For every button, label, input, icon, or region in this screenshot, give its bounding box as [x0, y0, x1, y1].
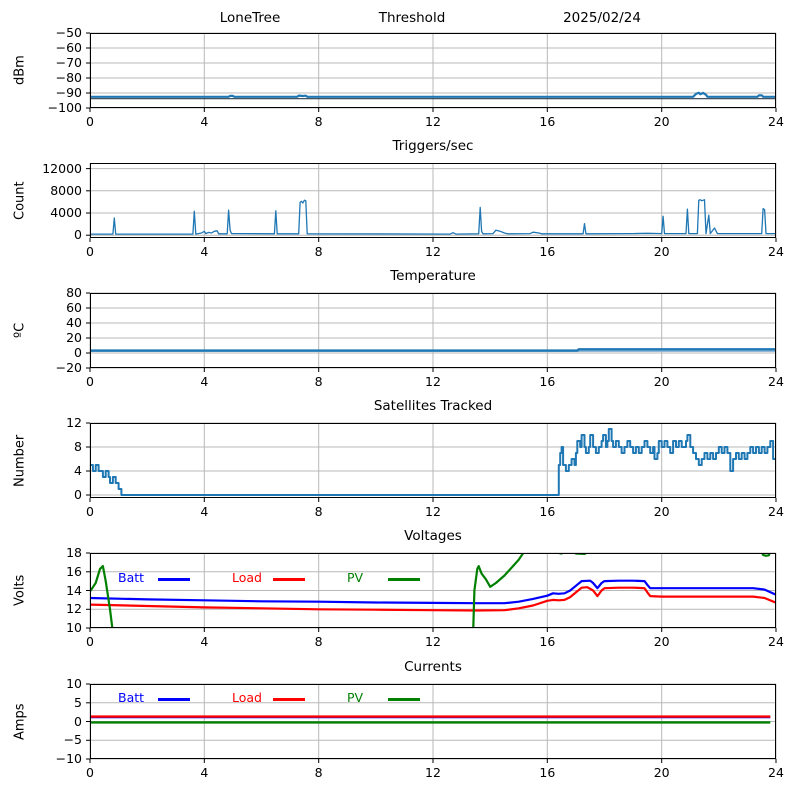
- chart-title: Triggers/sec: [392, 138, 474, 154]
- x-tick-label: 20: [653, 374, 670, 389]
- x-tick-label: 24: [768, 504, 784, 519]
- legend-line-batt: [158, 698, 190, 701]
- x-tick-label: 4: [200, 374, 209, 389]
- chart-title: Satellites Tracked: [373, 398, 493, 414]
- y-tick-label: −100: [47, 100, 82, 115]
- y-axis-label-celsius: ºC: [12, 322, 28, 339]
- plot-name: Threshold: [378, 10, 446, 26]
- x-tick-label: 4: [200, 765, 209, 780]
- x-tick-label: 16: [539, 634, 556, 649]
- y-axis-label-number: Number: [12, 434, 28, 487]
- plot-date: 2025/02/24: [563, 10, 641, 26]
- x-tick-label: 4: [200, 634, 209, 649]
- y-tick-label: −20: [55, 360, 82, 375]
- x-tick-label: 8: [314, 765, 323, 780]
- y-tick-label: 12: [66, 415, 82, 430]
- y-axis-label-count: Count: [12, 181, 28, 220]
- x-tick-label: 4: [200, 504, 209, 519]
- panel-triggers: [0, 133, 800, 263]
- y-tick-label: 8000: [50, 182, 82, 198]
- x-tick-label: 20: [653, 634, 670, 649]
- x-tick-label: 24: [768, 765, 784, 780]
- y-tick-label: 12: [66, 601, 82, 617]
- y-tick-label: 5: [74, 694, 82, 710]
- y-axis-ticks: [0, 415, 84, 502]
- panel-currents: [0, 654, 800, 784]
- x-tick-label: 16: [539, 114, 556, 129]
- x-tick-label: 20: [653, 504, 670, 519]
- y-tick-label: 8: [74, 439, 82, 454]
- y-tick-label: 20: [66, 330, 82, 345]
- x-tick-label: 16: [539, 504, 556, 519]
- currents-legend: [90, 690, 776, 706]
- x-tick-label: 8: [314, 114, 323, 129]
- x-axis-ticks: [86, 498, 784, 522]
- legend-line-load: [273, 578, 305, 581]
- x-tick-label: 8: [314, 634, 323, 649]
- x-tick-label: 4: [200, 114, 209, 129]
- x-tick-label: 0: [86, 765, 94, 780]
- x-tick-label: 4: [200, 244, 209, 259]
- legend-line-batt: [158, 578, 190, 581]
- y-tick-label: −70: [55, 55, 82, 70]
- y-axis-ticks: [0, 285, 84, 375]
- y-tick-label: 10: [66, 676, 82, 691]
- triggers-chart: [90, 163, 776, 238]
- x-tick-label: 24: [768, 114, 784, 129]
- y-tick-label: −80: [55, 70, 82, 85]
- x-tick-label: 12: [425, 114, 441, 129]
- x-axis-ticks: [86, 238, 784, 262]
- x-axis-ticks: [86, 628, 784, 652]
- y-tick-label: 0: [74, 713, 82, 729]
- y-tick-label: −5: [63, 732, 82, 748]
- legend-label-pv: PV: [347, 570, 364, 585]
- x-axis-ticks: [86, 368, 784, 392]
- chart-title: Currents: [404, 659, 462, 675]
- y-axis-label-dbm: dBm: [12, 55, 28, 86]
- x-tick-label: 0: [86, 374, 94, 389]
- x-tick-label: 12: [425, 244, 441, 259]
- voltages-chart: [90, 553, 776, 628]
- y-axis-ticks: [0, 545, 84, 635]
- legend-line-pv: [388, 698, 420, 701]
- legend-label-load: Load: [232, 690, 262, 705]
- y-axis-label-volts: Volts: [12, 574, 28, 607]
- x-tick-label: 0: [86, 504, 94, 519]
- x-tick-label: 24: [768, 634, 784, 649]
- y-tick-label: 0: [74, 227, 82, 243]
- x-tick-label: 20: [653, 114, 670, 129]
- threshold-chart: [90, 33, 776, 108]
- x-tick-label: 16: [539, 244, 556, 259]
- y-tick-label: 14: [66, 582, 82, 598]
- y-axis-ticks: [0, 25, 84, 115]
- legend-line-pv: [388, 578, 420, 581]
- y-tick-label: 0: [74, 345, 82, 360]
- panel-voltages: [0, 523, 800, 653]
- y-tick-label: 40: [66, 315, 82, 330]
- y-tick-label: −90: [55, 85, 82, 100]
- y-tick-label: 18: [66, 545, 82, 560]
- panel-satellites: [0, 393, 800, 523]
- y-tick-label: 4000: [50, 205, 82, 220]
- x-tick-label: 12: [425, 765, 441, 780]
- x-tick-label: 12: [425, 374, 441, 389]
- x-tick-label: 0: [86, 114, 94, 129]
- legend-label-batt: Batt: [118, 690, 145, 705]
- panel-temperature: [0, 263, 800, 393]
- x-tick-label: 16: [539, 374, 556, 389]
- x-tick-label: 0: [86, 634, 94, 649]
- y-tick-label: 60: [66, 300, 82, 315]
- y-axis-ticks: [0, 676, 84, 766]
- y-tick-label: 10: [66, 620, 82, 635]
- x-tick-label: 8: [314, 504, 323, 519]
- legend-label-batt: Batt: [118, 570, 145, 585]
- x-axis-ticks: [86, 108, 784, 132]
- y-tick-label: 80: [66, 285, 82, 300]
- y-tick-label: 16: [66, 563, 82, 579]
- legend-label-load: Load: [232, 570, 262, 585]
- panel-threshold: [0, 3, 800, 133]
- y-tick-label: −50: [55, 25, 82, 40]
- x-tick-label: 24: [768, 374, 784, 389]
- x-tick-label: 8: [314, 374, 323, 389]
- y-tick-label: 4: [74, 463, 82, 478]
- temperature-chart: [90, 293, 776, 368]
- y-axis-ticks: [0, 160, 84, 243]
- chart-title: Voltages: [404, 528, 462, 544]
- x-tick-label: 24: [768, 244, 784, 259]
- x-tick-label: 20: [653, 765, 670, 780]
- chart-title: Temperature: [390, 268, 476, 284]
- y-tick-label: −60: [55, 40, 82, 55]
- voltages-legend: [90, 570, 776, 586]
- x-tick-label: 16: [539, 765, 556, 780]
- y-tick-label: 0: [74, 487, 82, 502]
- station-name: LoneTree: [219, 10, 281, 26]
- y-axis-label-amps: Amps: [12, 703, 28, 740]
- y-tick-label: 12000: [42, 160, 82, 176]
- x-tick-label: 12: [425, 634, 441, 649]
- x-tick-label: 0: [86, 244, 94, 259]
- y-tick-label: −10: [55, 751, 82, 766]
- x-tick-label: 8: [314, 244, 323, 259]
- x-tick-label: 20: [653, 244, 670, 259]
- legend-label-pv: PV: [347, 690, 364, 705]
- satellites-chart: [90, 423, 776, 498]
- legend-line-load: [273, 698, 305, 701]
- x-axis-ticks: [86, 759, 784, 783]
- x-tick-label: 12: [425, 504, 441, 519]
